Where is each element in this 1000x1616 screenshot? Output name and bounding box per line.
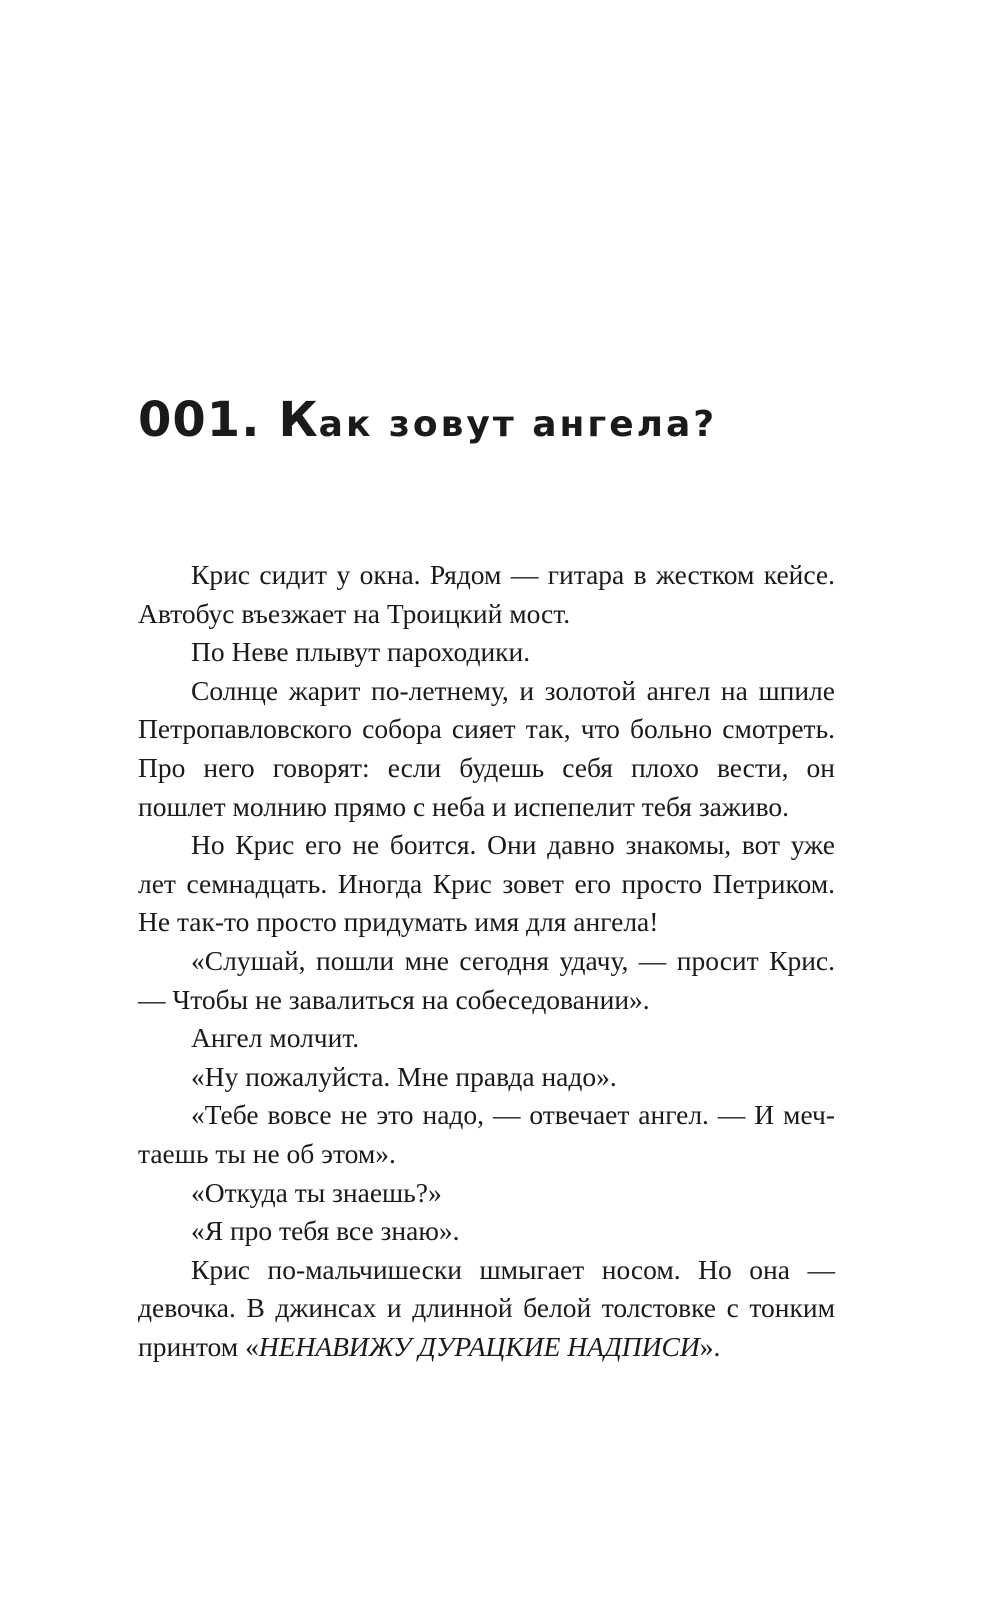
paragraph: Солнце жарит по-летнему, и золотой ангел на шпиле Петропавловского собора сияет так, что больно смотреть. Про него говорят: если будешь себя плохо вести, он пошлет молнию прямо с неба и испепелит тебя заживо. [138, 674, 835, 822]
chapter-title [138, 390, 858, 455]
print-close-quote: ». [699, 1330, 721, 1362]
print-open-quote: « [245, 1330, 259, 1362]
paragraph: Крис сидит у окна. Рядом — гитара в жестком кейсе. Автобус въезжает на Троицкий мост. [138, 559, 835, 629]
paragraph-last-text: Крис по-мальчишески шмыгает носом. Но она — девочка. В джинсах и длинной белой толстовке с тонким принтом [138, 1253, 835, 1362]
paragraph: По Неве плывут пароходики. [191, 636, 531, 668]
body-text [138, 556, 835, 1366]
chapter-number: 001. [138, 392, 261, 448]
sweatshirt-print-text: НЕНАВИЖУ ДУРАЦКИЕ НАДПИСИ [258, 1330, 700, 1362]
paragraph: «Ну пожалуйста. Мне правда надо». [191, 1060, 617, 1092]
chapter-title-initial: К [278, 392, 319, 448]
paragraph: «Откуда ты знаешь?» [191, 1176, 442, 1208]
chapter-title-text: ак зовут ангела? [318, 404, 718, 445]
paragraph: «Я про тебя все знаю». [191, 1215, 460, 1247]
paragraph: Но Крис его не боится. Они давно знакомы, вот уже лет семнадцать. Иногда Крис зовет его просто Петриком. Не так-то просто придумать имя для ангела! [138, 829, 835, 938]
paragraph: «Слушай, пошли мне сегодня удачу, — просит Крис. — Чтобы не завалиться на собеседовании». [138, 944, 835, 1015]
paragraph: «Тебе вовсе не это надо, — отвечает ангел. — И мечтаешь ты не об этом». [138, 1099, 835, 1169]
paragraph: Ангел молчит. [191, 1022, 360, 1054]
paragraph-last [138, 1251, 835, 1367]
